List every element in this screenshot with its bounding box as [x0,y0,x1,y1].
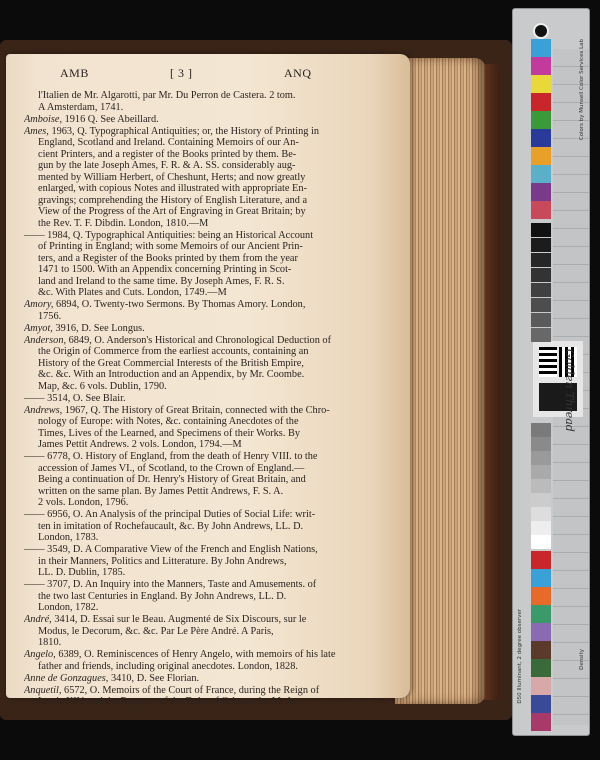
entry-heading: Ames, [24,125,49,137]
gray-patch [531,313,551,327]
entry-line [24,230,374,242]
page-number: [ 3 ] [170,66,193,80]
entry-text: 6389, O. Reminiscences of Henry Angelo, with memoirs of his late [55,649,336,660]
entry-line [24,405,374,417]
color-swatch [531,605,551,623]
entry-heading: Amyot, [24,322,53,334]
gray-patch [531,437,551,451]
entry-text: 3916, D. See Longus. [52,322,145,334]
running-head-right: ANQ [284,66,312,80]
entry-text: accession of James VI., of Scotland, to the Crown of England.— [38,462,305,474]
running-head [60,66,370,84]
entry-line [24,602,374,614]
color-swatch [531,111,551,129]
color-swatch [531,57,551,75]
entry-heading: Anderson, [24,334,67,346]
entry-text: Times, Lives of the Learned, and Specimens of their Works. By [38,427,300,439]
entry-line [24,276,374,288]
entry-line [24,264,374,276]
catalogue-entry [24,614,374,649]
gray-patch [531,223,551,237]
color-swatch [531,623,551,641]
gray-patch [531,493,551,507]
gray-patch [531,268,551,282]
entry-text: 1810. [38,637,62,648]
entry-heading: Amory, [24,299,54,310]
entry-text: the two last Centuries in England. By John Andrews, LL. D. [38,590,287,602]
entry-line [24,591,374,603]
color-swatch [531,587,551,605]
color-swatch [531,165,551,183]
color-swatch [531,75,551,93]
catalogue-entry [24,544,374,579]
entry-line [24,428,374,440]
entry-line [24,90,374,102]
entry-text: 6894, O. Twenty-two Sermons. By Thomas Amory. London, [53,299,306,310]
gray-patch [531,479,551,493]
entry-line [24,649,374,661]
entry-line [24,114,374,126]
catalogue-entry [24,649,374,672]
entry-heading: André, [24,614,52,625]
entry-text: 3707, D. An Inquiry into the Manners, Taste and Amusements. of [44,579,317,590]
entry-text: written on the same plan. By James Pettit Andrews, F. S. A. [38,485,284,497]
target-maker-text: Colors by Munsell Color Services Lab [579,39,585,141]
entry-line [24,661,374,673]
color-swatch [531,641,551,659]
entry-line [24,253,374,265]
resolution-bars-icon [539,347,557,377]
entry-heading: Amboise, [24,113,63,125]
color-swatch [531,713,551,731]
catalogue-entry [24,579,374,614]
entry-text: 1967, Q. The History of Great Britain, connected with the Chro- [62,404,330,416]
entry-line [24,206,374,218]
gray-patch [531,521,551,535]
entry-line [24,486,374,498]
entry-text: 6956, O. An Analysis of the principal Duties of Social Life: writ- [44,509,316,520]
catalogue-entry [24,299,374,322]
entry-line [24,673,374,685]
entry-line [24,149,374,161]
entry-text: Map, &c. 6 vols. Dublin, 1790. [38,380,167,392]
entry-line [24,532,374,544]
entry-text: A Amsterdam, 1741. [38,101,124,113]
entry-text: father and friends, including original anecdotes. London, 1828. [38,660,298,672]
entry-text: 3549, D. A Comparative View of the French and English Nations, [44,544,318,555]
entry-text: gun by the late Joseph Ames, F. R. & A. SS. considerably aug- [38,160,296,171]
entry-heading: —— [24,392,45,404]
catalogue-entry [24,335,374,393]
gray-patch [531,507,551,521]
entry-heading: Anquetil, [24,684,62,696]
entry-line [24,335,374,347]
entry-text: Modus, le Decorum, &c. &c. Par Le Père André. A Paris, [38,625,274,637]
entry-text: 1756. [38,310,62,322]
entry-text: &c. With Plates and Cuts. London, 1749.—M [38,287,227,298]
entry-text: 3410, D. See Florian. [108,672,200,684]
entry-text: History of the Great Commercial Interests of the British Empire, [38,357,304,369]
entry-line [24,521,374,533]
entry-text: 1963, Q. Typographical Antiquities; or, the History of Printing in [48,125,319,137]
gray-patch [531,298,551,312]
color-swatch [531,147,551,165]
book-page [6,54,410,707]
color-target [512,8,590,736]
color-swatch [531,201,551,219]
entry-text: the Rev. T. F. Dibdin. London, 1810.—M [38,217,209,229]
entry-text: cient Printers, and a register of the Books printed by them. Be- [38,148,297,160]
entry-line [24,126,374,138]
target-brand: Golden Thread [563,349,576,432]
color-swatch [531,93,551,111]
entry-line [24,416,374,428]
entry-text: London, 1783. [38,532,99,543]
entry-line [24,241,374,253]
entry-line [24,626,374,638]
entry-line [24,369,374,381]
entry-text: 1984, Q. Typographical Antiquities: being an Historical Account [44,229,314,241]
catalogue-text [24,90,374,708]
entry-line [24,287,374,299]
gray-patch [531,535,551,549]
entry-line [24,451,374,463]
entry-text: Being a continuation of Dr. Henry's History of Great Britain, and [38,474,306,485]
entry-line [24,696,374,708]
catalogue-entry [24,673,374,685]
entry-text: 2 vols. London, 1796. [38,497,129,508]
entry-line [24,183,374,195]
entry-text: nology of Europe: with Notes, &c. containing Anecdotes of the [38,416,299,427]
entry-text: 3414, D. Essai sur le Beau. Augmenté de Six Discours, sur le [51,614,307,625]
color-swatch [531,569,551,587]
entry-line [24,323,374,335]
entry-text: of Printing in England; with some Memoirs of our Ancient Prin- [38,241,303,252]
entry-text: England, Scotland and Ireland. Containing Memoirs of our An- [38,137,299,148]
gray-patch [531,283,551,297]
target-illuminant-text: D50 Illuminant, 2 degree observer [517,609,523,704]
entry-heading: —— [24,229,45,241]
color-swatch [531,551,551,569]
entry-line [24,218,374,230]
color-swatch [531,695,551,713]
entry-text: ten in imitation of Rochefaucault, &c. By John Andrews, LL. D. [38,520,304,532]
entry-line [24,358,374,370]
catalogue-entry [24,685,374,708]
catalogue-entry [24,405,374,451]
entry-text: James Pettit Andrews. 2 vols. London, 1794.—M [38,439,242,450]
entry-line [24,439,374,451]
gray-patch [531,465,551,479]
catalogue-entry [24,126,374,230]
entry-text: 1916 Q. See Abeillard. [62,113,159,125]
entry-heading: —— [24,509,45,520]
entry-line [24,474,374,486]
entry-line [24,311,374,323]
entry-line [24,195,374,207]
catalogue-entry [24,451,374,509]
entry-heading: —— [24,579,45,590]
entry-text: the Origin of Commerce from the earliest accounts, containing an [38,346,309,357]
entry-heading: Anne de Gonzagues, [24,672,109,684]
entry-text: London, 1782. [38,602,99,613]
entry-text: ters, and a Register of the Books printed by them from the year [38,252,298,264]
color-swatch [531,129,551,147]
entry-text: Lewis XIV. and the Regency of the Duke of Orleans: by M. An- [38,696,302,707]
entry-line [24,497,374,509]
gray-patch [531,451,551,465]
catalogue-entry [24,509,374,544]
entry-text: 3514, O. See Blair. [44,392,126,404]
entry-text: mented by William Herbert, of Cheshunt, Herts; and now greatly [38,171,306,183]
entry-line [24,160,374,172]
entry-line [24,567,374,579]
color-swatch [531,183,551,201]
entry-text: &c. &c. With an Introduction and an Appendix, by Mr. Coombe. [38,369,305,380]
target-circle-icon [533,23,549,39]
entry-line [24,346,374,358]
entry-line [24,299,374,311]
gray-patch [531,423,551,437]
target-density-label: Density [579,649,585,670]
entry-text: land and Ireland to the same time. By Joseph Ames, F. R. S. [38,275,285,287]
entry-line [24,556,374,568]
entry-line [24,463,374,475]
color-swatch [531,659,551,677]
catalogue-entry [24,114,374,126]
entry-line [24,137,374,149]
entry-line [24,381,374,393]
entry-text: 6849, O. Anderson's Historical and Chronological Deduction of [66,334,332,346]
entry-heading: —— [24,544,45,555]
entry-heading: Andrews, [24,404,63,416]
catalogue-entry [24,90,374,113]
gray-patch [531,253,551,267]
catalogue-entry [24,393,374,405]
running-head-left: AMB [60,66,89,80]
entry-line [24,509,374,521]
entry-text: LL. D. Dublin, 1785. [38,567,126,578]
entry-text: l'Italien de Mr. Algarotti, par Mr. Du Perron de Castera. 2 tom. [38,90,296,101]
entry-line [24,102,374,114]
entry-line [24,393,374,405]
entry-heading: Angelo, [24,649,56,660]
catalogue-entry [24,230,374,299]
color-swatch [531,677,551,695]
entry-line [24,685,374,697]
entry-line [24,172,374,184]
entry-text: View of the Progress of the Art of Engraving in Great Britain; by [38,206,306,217]
entry-line [24,614,374,626]
color-swatch [531,39,551,57]
gray-patch [531,328,551,342]
gray-patch [531,238,551,252]
entry-text: 6778, O. History of England, from the death of Henry VIII. to the [44,451,318,462]
entry-text: enlarged, with copious Notes and illustrated with appropriate En- [38,183,307,194]
entry-line [24,637,374,649]
catalogue-entry [24,323,374,335]
entry-line [24,544,374,556]
entry-line [24,579,374,591]
entry-heading: —— [24,451,45,462]
entry-text: gravings; comprehending the History of English Literature, and a [38,194,308,206]
entry-text: 6572, O. Memoirs of the Court of France, during the Reign of [61,684,320,696]
entry-text: 1471 to 1500. With an Appendix concerning Printing in Scot- [38,264,292,275]
entry-text: in their Manners, Politics and Litterature. By John Andrews, [38,555,287,567]
